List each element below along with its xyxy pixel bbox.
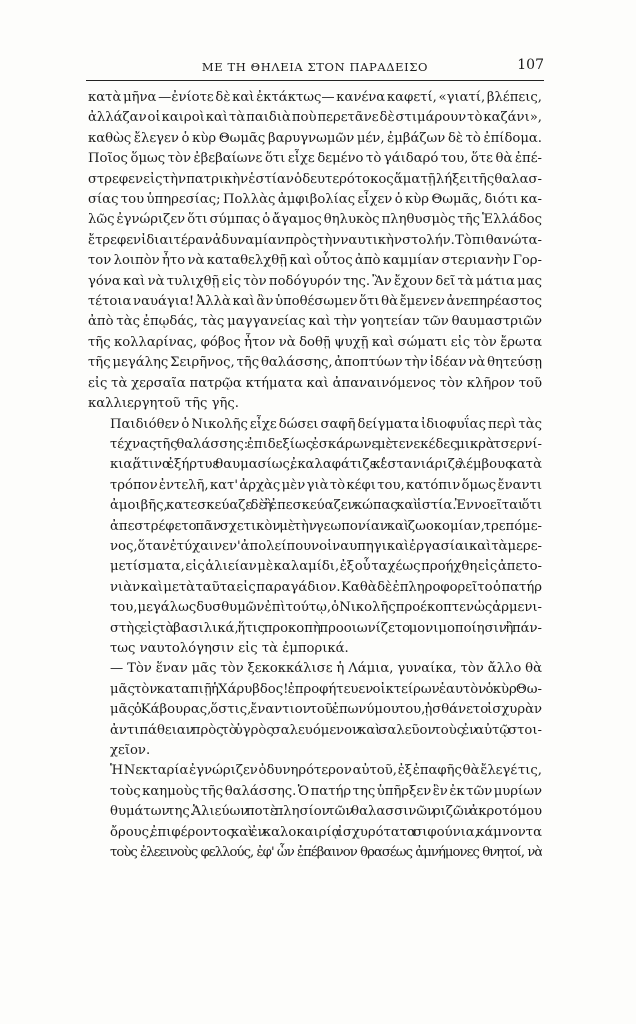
text-line: τῆς κολλαρίνας, φόβος ἦτον νὰ δοθῇ ψυχῇ καὶ σώματι εἰς τὸν ἔρωτα — [88, 334, 542, 350]
text-line: τέτοια ναυάγια! Ἀλλὰ καὶ ἂν ὑποθέσωμεν ὅτι θὰ ἔμενεν ἀνεπηρέαστος — [88, 294, 542, 310]
text-line: λῶς ἐγνώριζεν ὅτι σύμπας ὁ ἄγαμος θηλυκὸς πληθυσμὸς τῆς Ἑλλάδος — [88, 212, 542, 228]
text-line: ἀπεστρέφετο πᾶν σχετικὸν μὲ τὴν γεωπονίαν καὶ ζωοκομίαν, τρεπόμε- — [110, 518, 542, 534]
page-header — [86, 54, 544, 78]
paragraph — [88, 659, 542, 761]
text-line: μᾶς ὁ Κάβουρας, ὅστις, ἔναντιον τοῦ ἐπωνύμου του, ᾐσθάνετο ἰσχυρὰν — [110, 702, 542, 718]
paragraph — [88, 88, 542, 415]
text-line: καθὼς ἔλεγεν ὁ κὺρ Θωμᾶς βαρυγνωμῶν μέν, ἐμβάζων δὲ τὸ ἐπίδομα. — [88, 130, 542, 146]
text-line: του, μεγάλως δυσθυμῶν ἐπὶ τούτῳ, ὁ Νικολῆς προέκοπτεν ὡς ἁρμενι- — [110, 600, 542, 616]
text-line: Ποῖος ὅμως τὸν ἐβεβαίωνε ὅτι εἶχε δεμένο τὸ γάιδαρό του, ὅτε θὰ ἐπέ- — [88, 151, 542, 167]
text-line: ἀλλάζαν οἱ καιροὶ καὶ τὰ παιδιὰ ποὺ περετᾶνε δὲ στιμάρουν τὸ καζάνι», — [88, 110, 542, 126]
text-line: ἔτρεφεν ἰδιαιτέραν ἀδυναμίαν πρὸς τὴν ναυτικὴν στολήν. Τὸ πιθανώτα- — [88, 232, 542, 248]
header-rule — [86, 80, 544, 81]
text-line: ἀμοιβῆς, κατεσκεύαζε δὲ ἢ ἐπεσκεύαζεν κώπας καὶ ἱστία. Ἐννοεῖται ὅτι — [110, 498, 542, 514]
text-line: εἰς τὰ χερσαῖα πατρῷα κτήματα καὶ ἀπαναινόμενος τὸν κλῆρον τοῦ — [88, 375, 542, 391]
text-line: Παιδιόθεν ὁ Νικολῆς εἶχε δώσει σαφῆ δείγματα ἰδιοφυΐας περὶ τὰς — [110, 416, 542, 432]
text-line: τοὺς ἐλεεινοὺς φελλούς, ἐφ' ὧν ἐπέβαινον θρασέως ἀμνήμονες θνητοί, νὰ — [110, 845, 542, 861]
text-line: στὴς εἰς τὰ βασιλικά, ἥτις προκοπὴ προοιωνίζετο μονιμοποίησιν ἢ πάν- — [110, 620, 542, 636]
text-line: Ἡ Νεκταρία ἐγνώριζεν ὀδυνηρότερον αὐτοῦ, ἐξ ἐπαφῆς θὰ ἔλεγέ τις, — [110, 763, 542, 779]
page-number: 107 — [517, 57, 544, 73]
paragraph — [88, 415, 542, 660]
text-line: γόνα καὶ νὰ τυλιχθῇ εἰς τὸν ποδόγυρόν της. Ἂν ἔχουν δεῖ τὰ μάτια μας — [88, 273, 542, 289]
text-line: κατὰ μῆνα —ἐνίοτε δὲ καὶ ἐκτάκτως— κανένα καφετί, «γιατί, βλέπεις, — [88, 90, 542, 105]
text-line: χεῖον. — [110, 743, 151, 758]
text-line: ἀπὸ τὰς ἐπῳδάς, τὰς μαγγανείας καὶ τὴν γοητείαν τῶν θαυμαστριῶν — [88, 314, 542, 330]
text-line: καλλιεργητοῦ τῆς γῆς. — [88, 396, 239, 412]
text-line: τρόπον ἐντελῆ, κατ' ἀρχὰς μὲν γιὰ τὸ κέφι του, κατόπιν ὅμως ἔναντι — [110, 477, 542, 493]
text-line: νιὰν καὶ μετὰ ταῦτα εἰς παραγάδιον. Καθὰ δὲ ἐπληροφορεῖτο ὁ πατήρ — [110, 579, 542, 595]
text-line: κια, ἅτινα ἐξήρτυε θαυμασίως, ἐκαλαφάτιζε κ' ἐστανιάριζε λέμβους κατὰ — [110, 457, 542, 473]
text-line: — Τὸν ἕναν μᾶς τὸν ξεκοκκάλισε ἡ Λάμια, γυναίκα, τὸν ἄλλο θὰ — [110, 661, 542, 677]
text-line: ὄρους, ἐπιφέροντος καὶ ἐν καλοκαιρίᾳ ἰσχυρότατα σιφούνια, κάμνοντα — [110, 824, 542, 840]
text-line: νος, ὅταν ἐτύχαινε ν' ἀπολείπουν οἱ ναυπηγικαὶ ἐργασίαι καὶ τὰ μερε- — [110, 538, 542, 554]
text-line: σίας του ὑπηρεσίας; Πολλὰς ἀμφιβολίας εἶχεν ὁ κὺρ Θωμᾶς, διότι κα- — [88, 192, 542, 208]
text-line: τον λοιπὸν ἦτο νὰ καταθελχθῇ καὶ οὗτος ἀπὸ καμμίαν στεριανὴν Γορ- — [88, 253, 542, 269]
text-line: στρεφεν εἰς τὴν πατρικὴν ἑστίαν ὁ δευτερότοκος ἅμα τῇ λήξει τῆς θαλασ- — [88, 171, 542, 187]
text-line: τως ναυτολόγησιν εἰς τὰ ἐμπορικά. — [110, 640, 349, 656]
text-line: τῆς μεγάλης Σειρῆνος, τῆς θαλάσσης, ἀποπτύων τὴν ἰδέαν νὰ θητεύσῃ — [88, 355, 542, 371]
text-line: μετίσματα, εἰς ἁλιείαν μὲ καλαμίδι, ἐξ οὗ ταχέως προήχθη εἰς ἀπετο- — [110, 559, 542, 575]
text-line: τοὺς καημοὺς τῆς θαλάσσης. Ὁ πατήρ της ὑπῆρξεν ἓν ἐκ τῶν μυρίων — [110, 783, 542, 799]
text-line: ἀντιπάθειαν πρὸς τὸ ὑγρὸς σαλευόμενον καὶ σαλεῦον τοὺς ἐν αὐτῷ στοι- — [110, 722, 542, 738]
text-line: τέχνας τῆς θαλάσσης: ἐπιδεξίως ἐσκάρωνε μὲ τενεκέδες μικρὰ τσερνί- — [110, 436, 542, 452]
paragraph — [88, 761, 542, 863]
text-line: μᾶς τὸν καταπιῇ ἡ Χάρυβδος! ἐπροφήτευεν οἰκτείρων ἑαυτὸν ὁ κὺρ Θω- — [110, 681, 542, 697]
page-body — [88, 88, 542, 863]
running-title: ΜΕ ΤΗ ΘΗΛΕΙΑ ΣΤΟΝ ΠΑΡΑΔΕΙΣΟ — [201, 60, 429, 74]
text-line: θυμάτων της. Ἁλιεύων ποτὲ πλησίον τῶν θαλασσινῶν ριζῶν ἀκροτόμου — [110, 804, 542, 820]
